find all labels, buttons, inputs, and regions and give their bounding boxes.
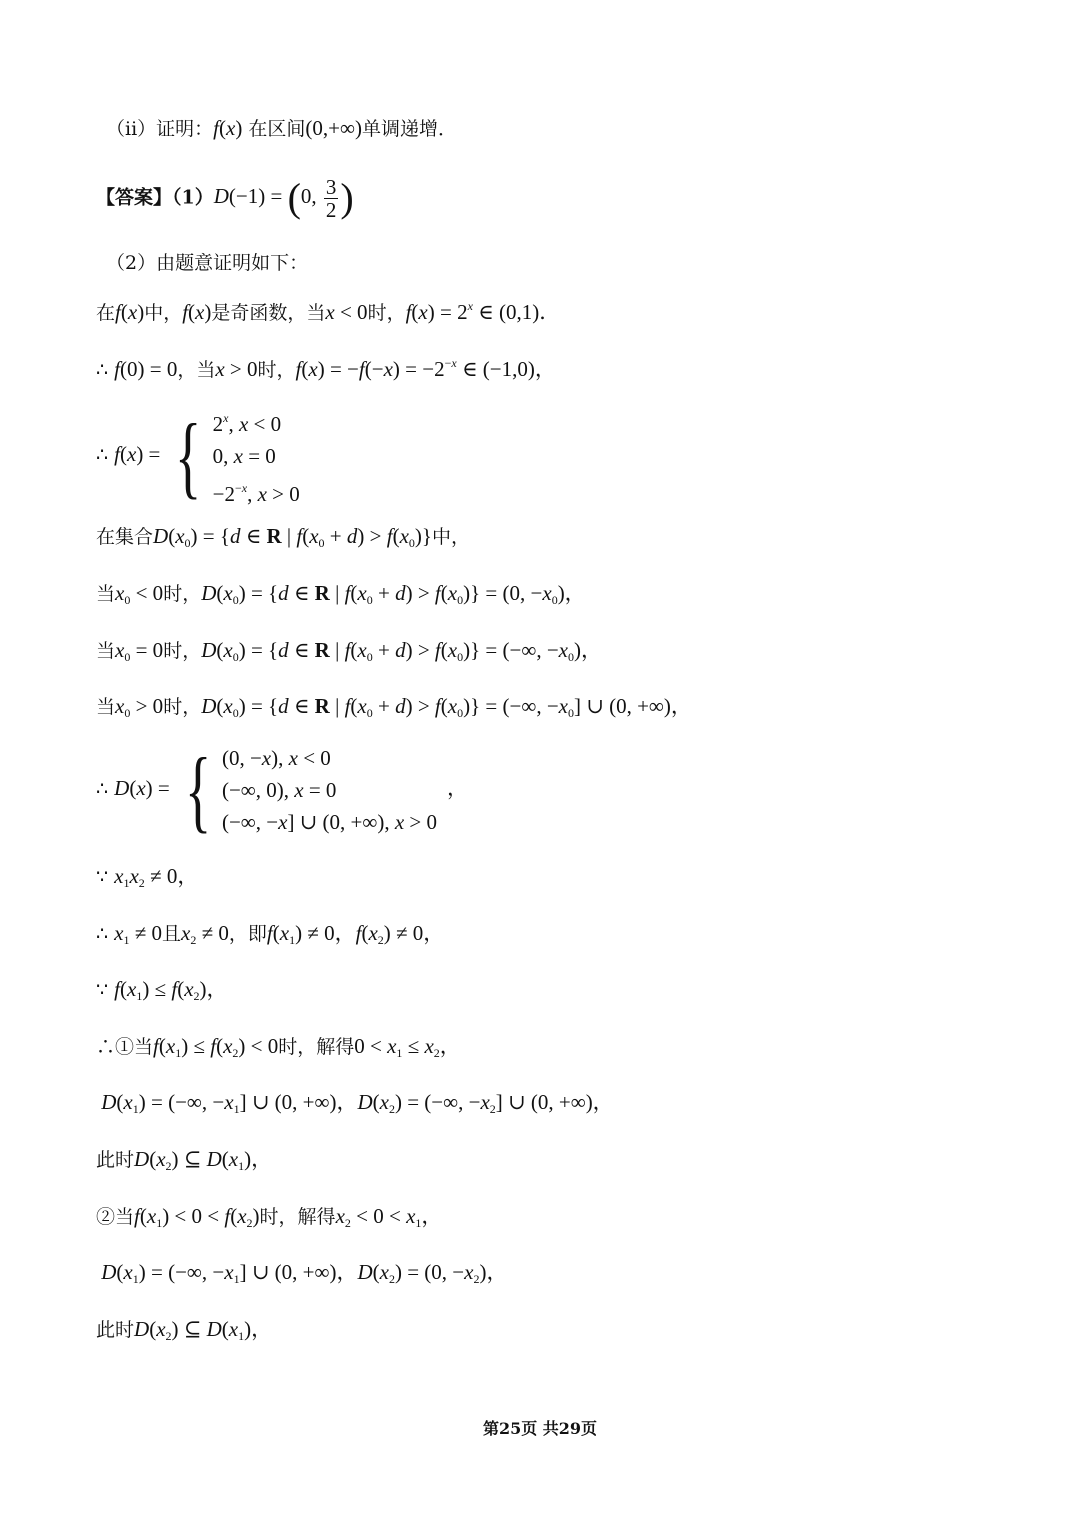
line-piecewise-D: ∴ D(x) = { (0, −x), x < 0 (−∞, 0), x = 0 (−∞, −x] ∪ (0, +∞), x > 0 ，	[96, 739, 468, 841]
line-answer: 【答案】（1）D(−1) = (0, $\frac{3}{2}$ )	[96, 175, 354, 222]
line-odd-function: 在f(x)中，f(x)是奇函数，当x < 0时，$f(x) = 2^x$ ∈ (0,1)．	[96, 299, 561, 324]
line-proof-ii: （ii）证明：f(x) 在区间(0,+∞)单调递增．	[106, 116, 457, 140]
line-case-1-sets: $D(x_1)$ = (−∞, $-x_1$] ∪ (0, +∞)，$D(x_2)$ = (−∞, $-x_2$] ∪ (0, +∞)，	[101, 1090, 614, 1116]
line-set-definition: 在集合$D(x_0) = \{d$ ∈ R | $f(x_0 + d) > f(x_0)$}中，	[96, 524, 470, 550]
line-case-1: ∴①当$f(x_1) \le f(x_2) < 0$时，解得$0 < x_1 \le x_2$，	[96, 1034, 461, 1060]
line-part2-intro: （2）由题意证明如下：	[106, 252, 309, 274]
page-footer: 第25页 共29页	[482, 1419, 598, 1438]
line-case-zero: 当$x_0 = 0$时，$D(x_0) = \{d$ ∈ R | $f(x_0 + d) > f(x_0)$} = (−∞, $-x_0$)，	[96, 638, 602, 664]
line-case-1-conclusion: 此时$D(x_2)$ ⊆ $D(x_1)$，	[96, 1147, 273, 1173]
line-both-nonzero: ∴ $x_1 \ne 0$且$x_2 \ne 0$，即$f(x_1) \ne 0$，$f(x_2) \ne 0$，	[96, 921, 445, 947]
line-case-2: ②当$f(x_1) < 0 < f(x_2)$时，解得$x_2 < 0 < x_1$，	[96, 1204, 443, 1230]
line-condition: ∵ $f(x_1) \le f(x_2)$，	[96, 977, 228, 1003]
line-case-2-conclusion: 此时$D(x_2)$ ⊆ $D(x_1)$，	[96, 1317, 273, 1343]
line-case-2-sets: $D(x_1)$ = (−∞, $-x_1$] ∪ (0, +∞)，$D(x_2) = (0$, $-x_2$)，	[101, 1260, 508, 1286]
line-case-negative: 当$x_0 < 0$时，$D(x_0) = \{d$ ∈ R | $f(x_0 + d) > f(x_0)\} = (0$, $-x_0$)，	[96, 581, 586, 607]
line-case-positive: 当$x_0 > 0$时，$D(x_0) = \{d$ ∈ R | $f(x_0 + d) > f(x_0)$} = (−∞, $-x_0$] ∪ (0, +∞)，	[96, 694, 692, 720]
line-f0: ∴ f(0) = 0，当x > 0时，$f(x) = -f(-x) = -2^{-x}$ ∈ (−1,0)，	[96, 356, 556, 381]
line-piecewise-f: ∴ f(x) = { 2$^x$, x < 0 0, x = 0 $-2^{-x}$, x > 0	[96, 405, 300, 507]
line-product-nonzero: ∵ $x_1x_2 \ne 0$，	[96, 864, 199, 890]
